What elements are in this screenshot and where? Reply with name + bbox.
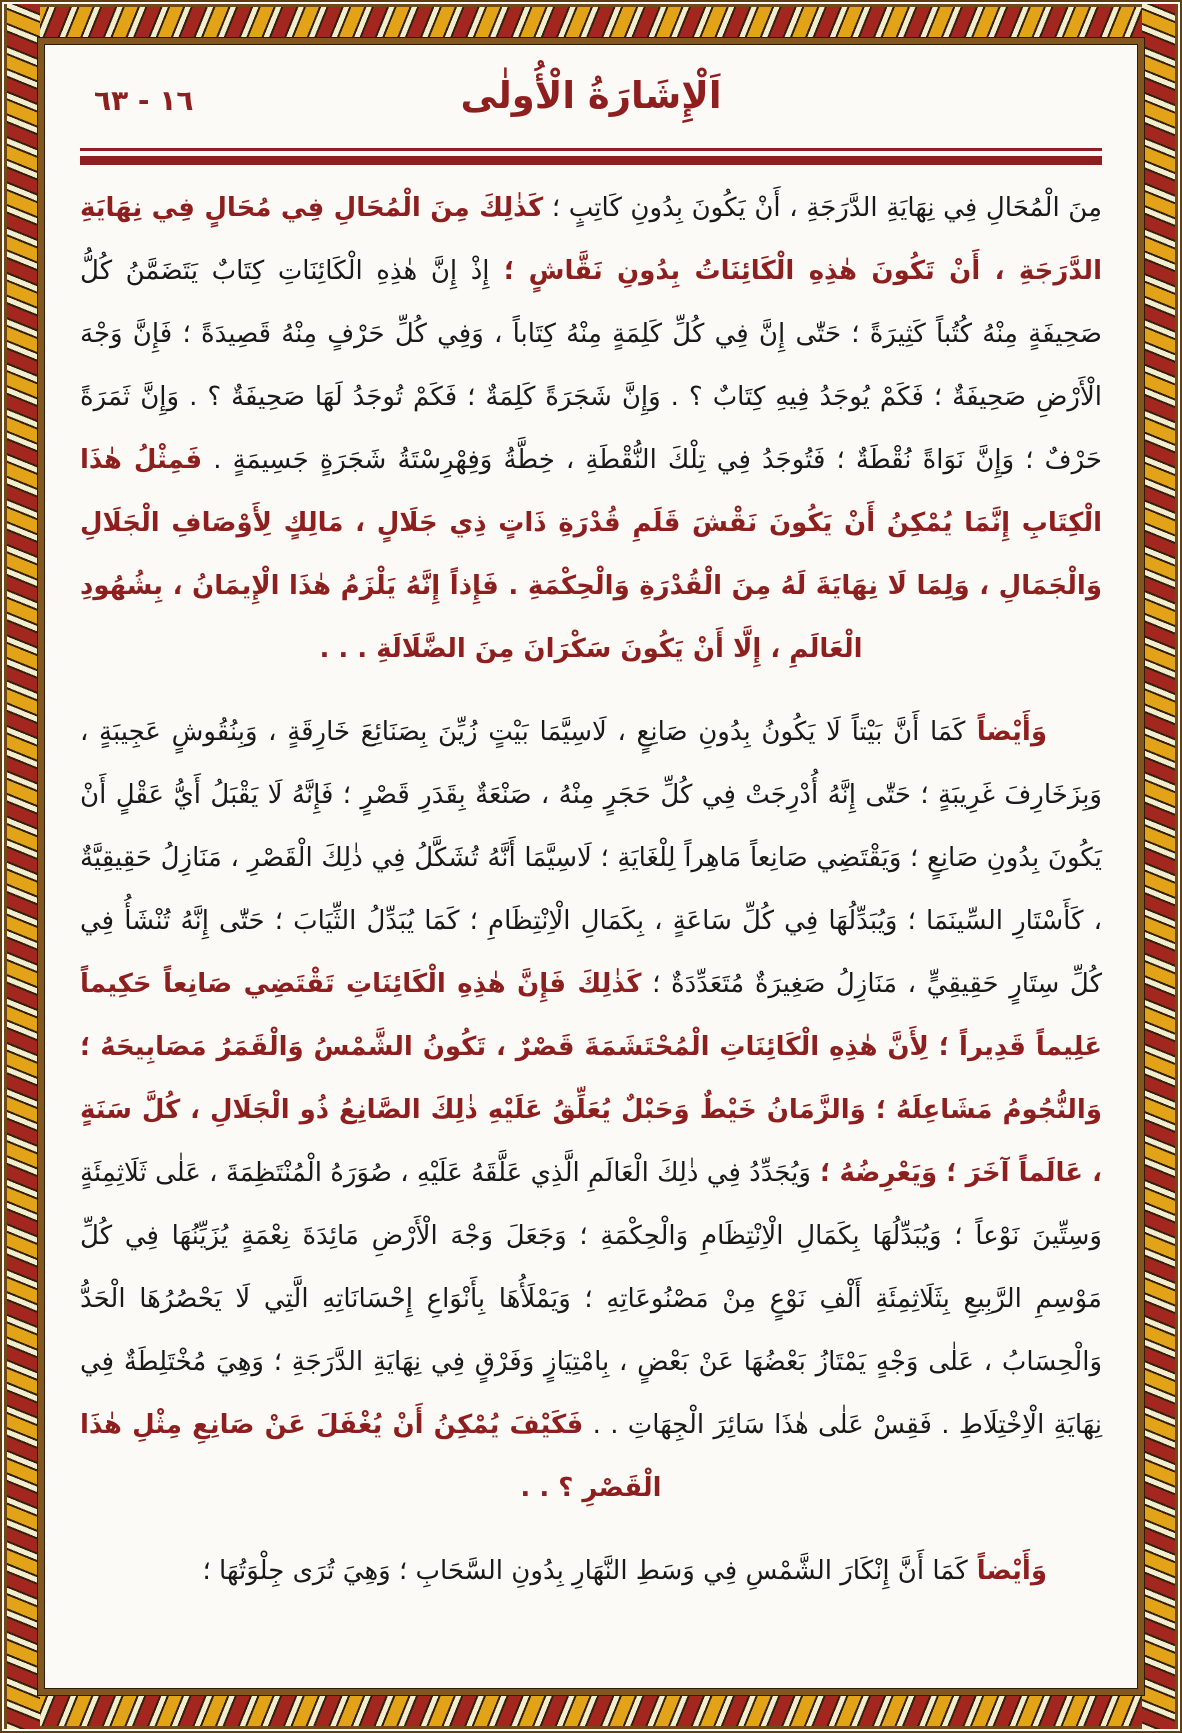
text-segment-red: فَكَيْفَ يُمْكِنُ أَنْ يُغْفَلَ عَنْ صَانِعِ مِثْلِ هٰذَا الْقَصْرِ ؟ . . — [80, 1410, 662, 1503]
paragraph-1 — [80, 177, 1102, 681]
paragraph-3 — [80, 1540, 1102, 1603]
text-segment-red: كَذٰلِكَ مِنَ الْمُحَالِ فِي مُحَالٍ فِي نِهَايَةِ الدَّرَجَةِ ، أَنْ تَكُونَ هٰذِهِ الْكَائِنَاتُ بِدُونِ نَقَّاشٍ ؛ — [80, 193, 1102, 286]
text-segment-black: كَمَا أَنَّ إِنْكَارَ الشَّمْسِ فِي وَسَطِ النَّهَارِ بِدُونِ السَّحَابِ ؛ وَهِيَ تُرَى جِلْوَتُهَا ؛ — [202, 1556, 968, 1586]
paragraph-2 — [80, 701, 1102, 1520]
decorative-border-left — [4, 4, 40, 1729]
text-segment-black: كَمَا أَنَّ بَيْتاً لَا يَكُونُ بِدُونِ صَانِعٍ ، لَاسِيَّمَا بَيْتٍ زُيِّنَ بِصَنَائِعَ خَارِقَةٍ ، وَبِنُقُوشٍ عَجِيبَةٍ ، وَبِزَخَارِفَ غَرِيبَةٍ ؛ حَتّٰى إِنَّهُ أُدْرِجَتْ فِي كُلِّ حَجَرٍ مِنْهُ ، صَنْعَةٌ بِقَدَرِ قَصْرٍ ؛ فَإِنَّهُ لَا يَقْبَلُ أَيُّ عَقْلٍ أَنْ يَكُونَ بِدُونِ صَانِعٍ ؛ وَيَقْتَضِي صَانِعاً مَاهِراً لِلْغَايَةِ ؛ لَاسِيَّمَا أَنَّهُ تُشَكَّلُ فِي ذٰلِكَ الْقَصْرِ ، مَنَازِلُ حَقِيقِيَّةٌ ، كَأَسْتَارِ السِّينَمَا ؛ وَيُبَدِّلُهَا فِي كُلِّ سَاعَةٍ ، بِكَمَالِ الْاِنْتِظَامِ ؛ كَمَا يُبَدِّلُ الثِّيَابَ ؛ حَتّٰى إِنَّهُ تُنْشَأُ فِي كُلِّ سِتَارٍ حَقِيقِيٍّ ، مَنَازِلُ صَغِيرَةٌ مُتَعَدِّدَةٌ ؛ — [80, 717, 1102, 999]
text-segment-black: مِنَ الْمُحَالِ فِي نِهَايَةِ الدَّرَجَةِ ، أَنْ يَكُونَ بِدُونِ كَاتِبٍ ؛ — [543, 193, 1103, 223]
text-segment-black: وَيُجَدِّدُ فِي ذٰلِكَ الْعَالَمِ الَّذِي عَلَّقَهُ عَلَيْهِ ، صُوَرَهُ الْمُنْتَظِمَةَ ، عَلٰى ثَلَاثِمِئَةٍ وَسِتِّينَ نَوْعاً ؛ وَيُبَدِّلُهَا بِكَمَالِ الْاِنْتِظَامِ وَالْحِكْمَةِ ؛ وَجَعَلَ وَجْهَ الْأَرْضِ مَائِدَةَ نِعْمَةٍ يُزَيِّنُهَا فِي كُلِّ مَوْسِمِ الرَّبِيعِ بِثَلَاثِمِئَةِ أَلْفِ نَوْعٍ مِنْ مَصْنُوعَاتِهِ ؛ وَيَمْلَأُهَا بِأَنْوَاعِ إِحْسَانَاتِهِ الَّتِي لَا يَحْصُرُهَا الْحَدُّ وَالْحِسَابُ ، عَلٰى وَجْهٍ يَمْتَازُ بَعْضُهَا عَنْ بَعْضٍ ، بِامْتِيَازٍ وَفَرْقٍ فِي نِهَايَةِ الدَّرَجَةِ ؛ وَهِيَ مُخْتَلِطَةٌ فِي نِهَايَةِ الْاِخْتِلَاطِ . فَقِسْ عَلٰى هٰذَا سَائِرَ الْجِهَاتِ . . — [80, 1158, 1103, 1440]
page-content — [80, 52, 1102, 1683]
decorative-border-right — [1142, 4, 1178, 1729]
text-segment-red: وَأَيْضاً — [967, 1556, 1047, 1586]
text-segment-red: وَأَيْضاً — [965, 717, 1047, 747]
body-text — [80, 177, 1102, 1603]
page-number: ١٦ - ٦٣ — [94, 84, 194, 117]
header-divider — [80, 148, 1102, 165]
page-header — [80, 74, 1102, 138]
page-title: اَلْإِشَارَةُ الْأُولٰى — [460, 74, 722, 117]
divider-thick-line — [80, 156, 1102, 165]
decorative-border-top — [4, 4, 1178, 40]
text-segment-red: فَمِثْلُ هٰذَا الْكِتَابِ إِنَّمَا يُمْكِنُ أَنْ يَكُونَ نَقْشَ قَلَمِ قُدْرَةِ ذَاتٍ ذِي جَلَالٍ ، مَالِكٍ لِأَوْصَافِ الْجَلَالِ وَالْجَمَالِ ، وَلِمَا لَا نِهَايَةَ لَهُ مِنَ الْقُدْرَةِ وَالْحِكْمَةِ . فَإِذاً إِنَّهُ يَلْزَمُ هٰذَا الْإِيمَانُ ، بِشُهُودِ الْعَالَمِ ، إِلَّا أَنْ يَكُونَ سَكْرَانَ مِنَ الضَّلَالَةِ . . . — [80, 445, 1102, 664]
text-segment-red: كَذٰلِكَ فَإِنَّ هٰذِهِ الْكَائِنَاتِ تَقْتَضِي صَانِعاً حَكِيماً عَلِيماً قَدِيراً ؛ لِأَنَّ هٰذِهِ الْكَائِنَاتِ الْمُحْتَشَمَةَ قَصْرٌ ، تَكُونُ الشَّمْسُ وَالْقَمَرُ مَصَابِيحَهُ ؛ وَالنُّجُومُ مَشَاعِلَهُ ؛ وَالزَّمَانُ خَيْطٌ وَحَبْلٌ يُعَلِّقُ عَلَيْهِ ذٰلِكَ الصَّانِعُ ذُو الْجَلَالِ ، كُلَّ سَنَةٍ ، عَالَماً آخَرَ ؛ وَيَعْرِضُهُ ؛ — [80, 969, 1102, 1188]
text-segment-black: إِذْ إِنَّ هٰذِهِ الْكَائِنَاتِ كِتَابٌ يَتَضَمَّنُ كُلُّ صَحِيفَةٍ مِنْهُ كُتُباً كَثِيرَةً ؛ حَتّٰى إِنَّ فِي كُلِّ كَلِمَةٍ مِنْهُ كِتَاباً ، وَفِي كُلِّ حَرْفٍ مِنْهُ قَصِيدَةً ؛ فَإِنَّ وَجْهَ الْأَرْضِ صَحِيفَةٌ ؛ فَكَمْ يُوجَدُ فِيهِ كِتَابٌ ؟ . وَإِنَّ شَجَرَةً كَلِمَةٌ ؛ فَكَمْ تُوجَدُ لَهَا صَحِيفَةٌ ؟ . وَإِنَّ ثَمَرَةً حَرْفٌ ؛ وَإِنَّ نَوَاةً نُقْطَةٌ ؛ فَتُوجَدُ فِي تِلْكَ النُّقْطَةِ ، خِطَّةُ وَفِهْرِسْتَةُ شَجَرَةٍ جَسِيمَةٍ . — [80, 256, 1102, 475]
decorative-border-bottom — [4, 1693, 1178, 1729]
